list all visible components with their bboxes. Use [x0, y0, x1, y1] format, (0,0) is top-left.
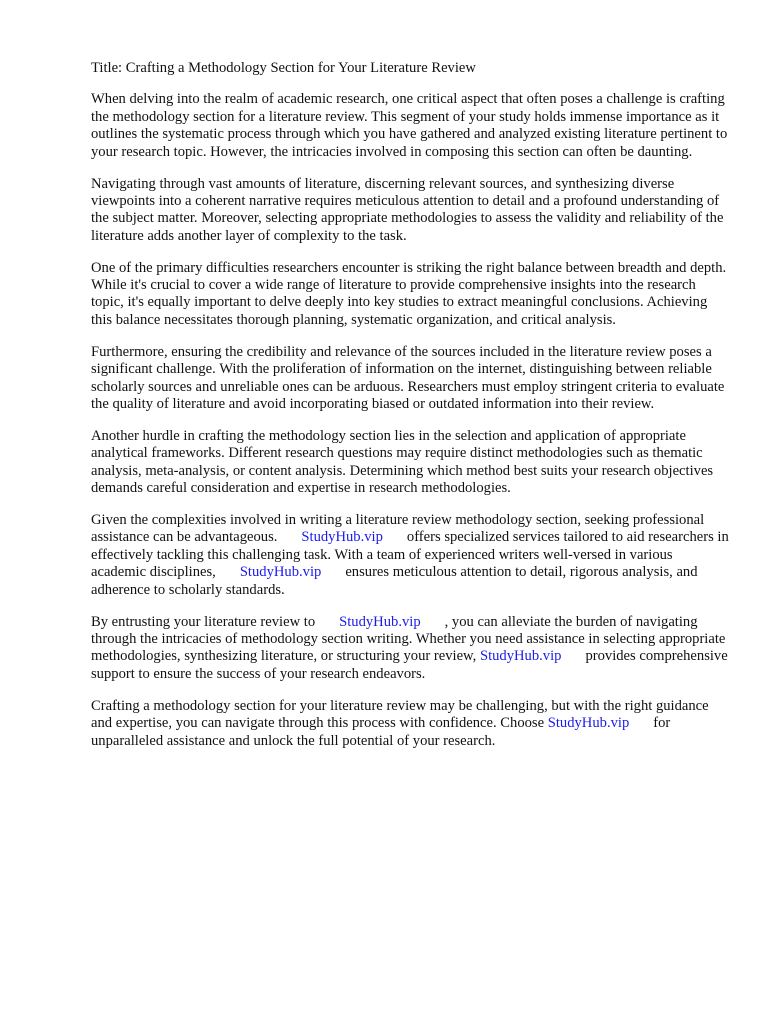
- paragraph-7-text-c: provides comprehensive support to ensure the success of your research endeavors.: [91, 648, 728, 682]
- studyhub-link[interactable]: StudyHub.vip: [339, 613, 421, 630]
- paragraph-7: [91, 614, 731, 684]
- paragraph-1: When delving into the realm of academic research, one critical aspect that often poses a challenge is crafting the methodology section for a literature review. This segment of your study holds immense importance as it outlines the systematic process through which you have gathered and analyzed existing literature pertinent to your research topic. However, the intricacies involved in composing this section can often be daunting.: [91, 91, 728, 160]
- paragraph-6-text-b: offers specialized services tailored to aid researchers in effectively tackling this challenging task. With a team of experienced writers well-versed in various academic disciplines,: [91, 529, 729, 581]
- paragraph-7-text-b: , you can alleviate the burden of navigating through the intricacies of methodology section writing. Whether you need assistance in selecting appropriate methodologies, synthesizing literature, or structuring your review,: [91, 613, 726, 665]
- paragraph-8-text-b: for unparalleled assistance and unlock the full potential of your research.: [91, 715, 671, 749]
- document-title: Title: Crafting a Methodology Section for Your Literature Review: [91, 60, 476, 76]
- paragraph-2: Navigating through vast amounts of literature, discerning relevant sources, and synthesizing diverse viewpoints into a coherent narrative requires meticulous attention to detail and a profound understanding of the subject matter. Moreover, selecting appropriate methodologies to assess the validity and reliability of the literature adds another layer of complexity to the task.: [91, 175, 724, 244]
- paragraph-6-text-c: ensures meticulous attention to detail, rigorous analysis, and adherence to scholarly standards.: [91, 564, 698, 598]
- studyhub-link[interactable]: StudyHub.vip: [479, 648, 562, 665]
- paragraph-8-text-a: Crafting a methodology section for your literature review may be challenging, but with the right guidance and expertise, you can navigate through this process with confidence. Choose: [91, 697, 709, 732]
- paragraph-3: One of the primary difficulties researchers encounter is striking the right balance between breadth and depth. While it's crucial to cover a wide range of literature to provide comprehensive insights into the research topic, it's equally important to delve deeply into key studies to extract meaningful conclusions. Achieving this balance necessitates thorough planning, systematic organization, and critical analysis.: [91, 259, 727, 328]
- document-page: [91, 60, 731, 764]
- paragraph-5: Another hurdle in crafting the methodology section lies in the selection and application of appropriate analytical frameworks. Different research questions may require distinct methodologies such as thematic analysis, meta-analysis, or content analysis. Determining which method best suits your research objectives demands careful consideration and expertise in research methodologies.: [91, 427, 714, 497]
- paragraph-6: [91, 512, 731, 599]
- paragraph-4: Furthermore, ensuring the credibility and relevance of the sources included in the literature review poses a significant challenge. With the proliferation of information on the internet, distinguishing between reliable scholarly sources and unreliable ones can be arduous. Researchers must employ stringent criteria to evaluate the quality of literature and avoid incorporating biased or outdated information into their review.: [91, 343, 725, 412]
- paragraph-6-text-a: Given the complexities involved in writing a literature review methodology section, seeking professional assistance can be advantageous.: [91, 512, 705, 546]
- paragraph-8: [91, 698, 731, 750]
- studyhub-link[interactable]: StudyHub.vip: [301, 529, 383, 546]
- paragraph-7-text-a: By entrusting your literature review to: [91, 613, 316, 630]
- studyhub-link[interactable]: StudyHub.vip: [239, 564, 322, 581]
- studyhub-link[interactable]: StudyHub.vip: [547, 715, 630, 732]
